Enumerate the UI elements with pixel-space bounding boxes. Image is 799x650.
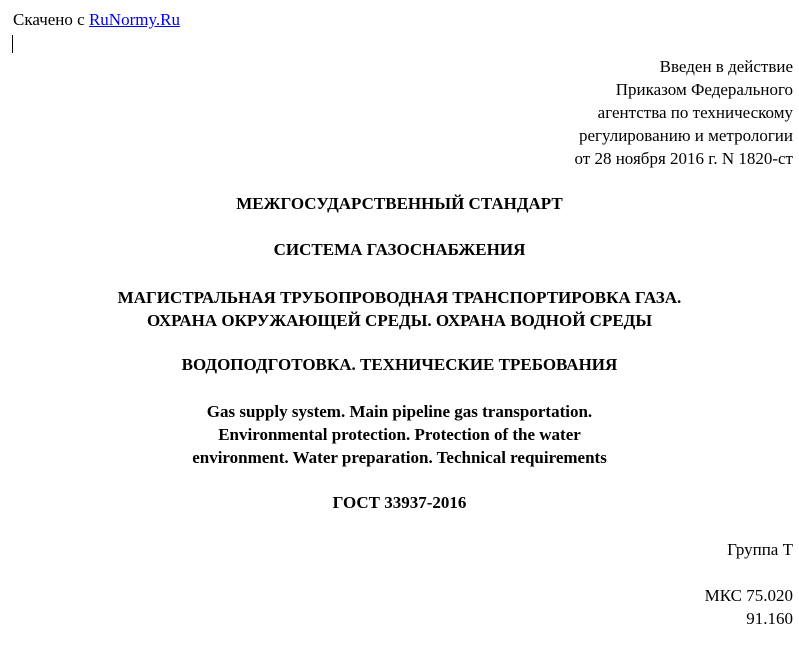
enactment-line: регулированию и метрологии — [578, 126, 793, 145]
mks-codes — [705, 584, 793, 630]
enactment-line: от 28 ноября 2016 г. N 1820-ст — [574, 149, 793, 168]
gost-number: ГОСТ 33937-2016 — [332, 493, 467, 512]
topic-heading: ВОДОПОДГОТОВКА. ТЕХНИЧЕСКИЕ ТРЕБОВАНИЯ — [181, 355, 618, 374]
text-cursor — [12, 35, 13, 53]
mks-code-line: МКС 75.020 — [704, 586, 793, 605]
enactment-line: Введен в действие — [659, 57, 793, 76]
mks-code-line: 91.160 — [746, 609, 793, 628]
enactment-line: агентства по техническому — [597, 103, 793, 122]
source-link[interactable]: RuNormy.Ru — [88, 10, 180, 29]
subject-heading-line: ОХРАНА ОКРУЖАЮЩЕЙ СРЕДЫ. ОХРАНА ВОДНОЙ СРЕДЫ — [146, 311, 653, 330]
subject-heading-line: МАГИСТРАЛЬНАЯ ТРУБОПРОВОДНАЯ ТРАНСПОРТИРОВКА ГАЗА. — [117, 288, 682, 307]
source-note-prefix: Скачено с — [13, 10, 89, 29]
source-note — [13, 8, 180, 32]
group-label: Группа Т — [727, 540, 793, 559]
system-heading: СИСТЕМА ГАЗОСНАБЖЕНИЯ — [273, 240, 526, 259]
english-title-line: Environmental protection. Protection of the water — [218, 425, 581, 444]
standard-type-heading: МЕЖГОСУДАРСТВЕННЫЙ СТАНДАРТ — [236, 194, 563, 213]
enactment-line: Приказом Федерального — [615, 80, 793, 99]
english-title-line: environment. Water preparation. Technical requirements — [192, 448, 607, 467]
english-title — [0, 400, 799, 469]
subject-heading — [0, 286, 799, 332]
english-title-line: Gas supply system. Main pipeline gas transportation. — [206, 402, 593, 421]
enactment-note — [575, 55, 794, 170]
